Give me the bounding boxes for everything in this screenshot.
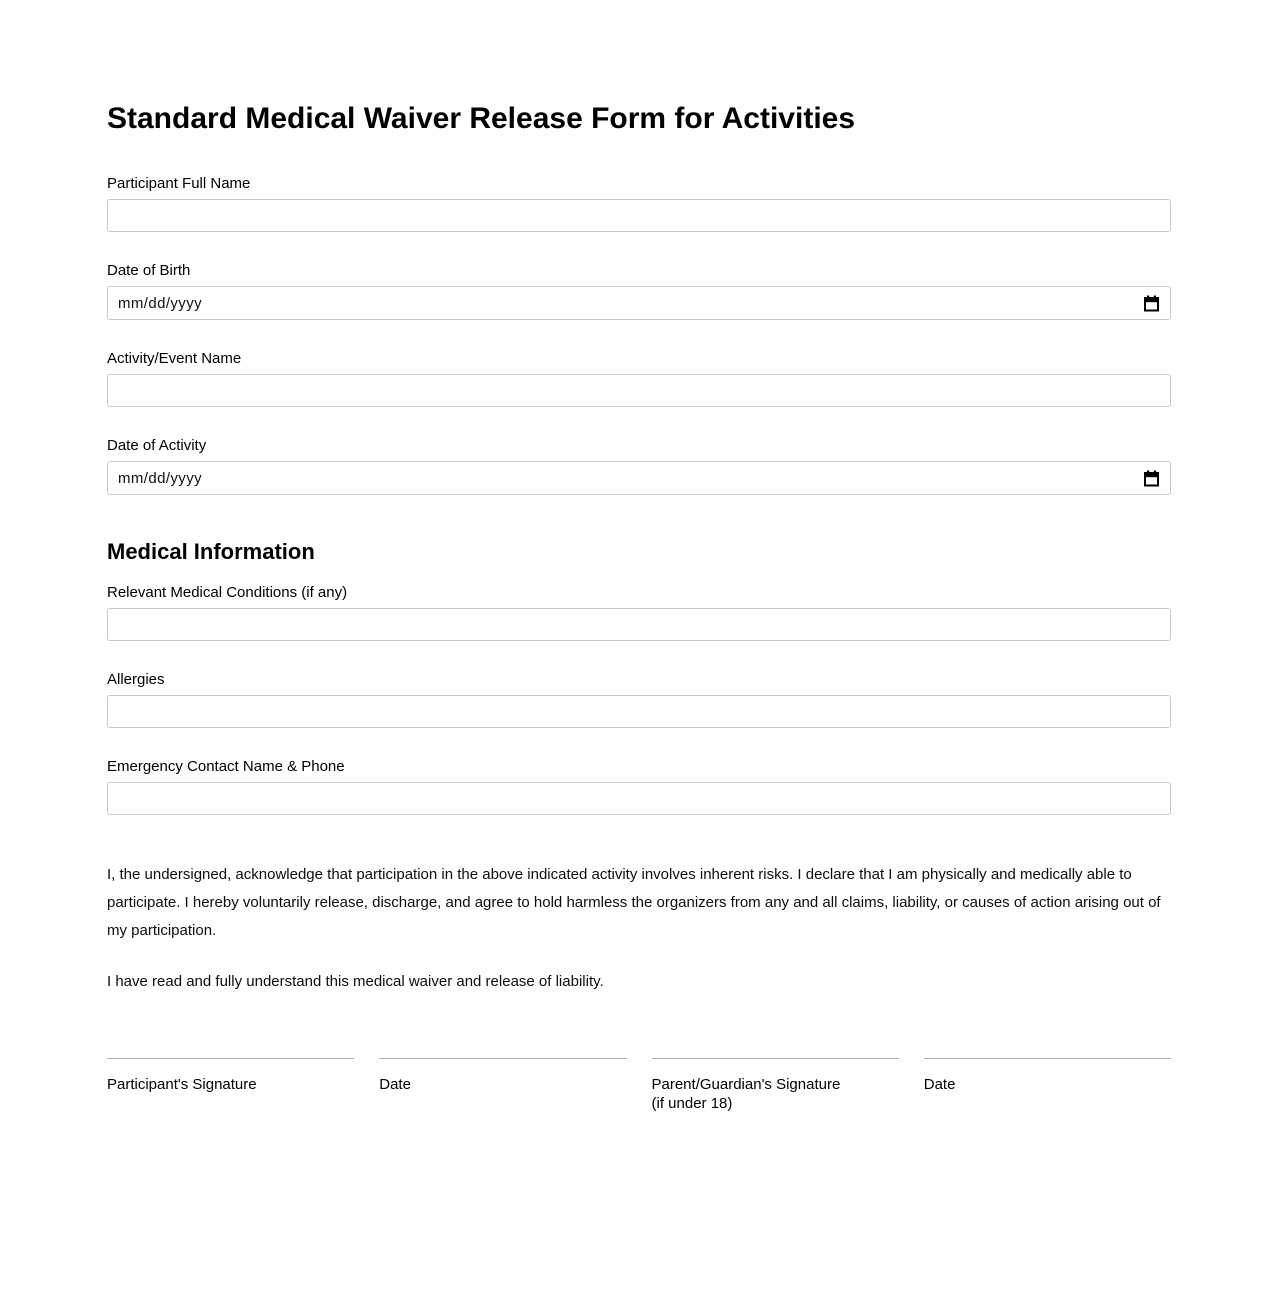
calendar-icon[interactable] (1143, 470, 1160, 487)
participant-signature-label: Participant's Signature (107, 1076, 257, 1093)
allergies-input[interactable] (107, 695, 1171, 728)
field-emergency-contact (107, 757, 1171, 815)
confirmation-paragraph: I have read and fully understand this medical waiver and release of liability. (107, 973, 604, 990)
field-date-of-birth (107, 261, 1171, 320)
date-signature-label: Date (379, 1076, 411, 1093)
signature-col-date-1 (379, 1058, 626, 1113)
date-of-activity-placeholder: mm/dd/yyyy (118, 469, 203, 487)
waiver-form-page (107, 0, 1171, 1113)
medical-conditions-label: Relevant Medical Conditions (if any) (107, 584, 348, 601)
signature-col-date-2 (924, 1058, 1171, 1113)
signature-row (107, 1058, 1171, 1113)
date-of-birth-placeholder: mm/dd/yyyy (118, 294, 203, 312)
allergies-label: Allergies (107, 671, 165, 688)
medical-information-heading: Medical Information (107, 539, 315, 564)
participant-full-name-input[interactable] (107, 199, 1171, 232)
participant-full-name-label: Participant Full Name (107, 175, 251, 192)
signature-col-participant (107, 1058, 354, 1113)
date-of-birth-input[interactable] (107, 286, 1171, 320)
activity-event-name-input[interactable] (107, 374, 1171, 407)
date-of-activity-label: Date of Activity (107, 437, 207, 454)
date-of-activity-input[interactable] (107, 461, 1171, 495)
guardian-signature-sublabel: (if under 18) (651, 1095, 733, 1112)
field-participant-full-name (107, 174, 1171, 232)
date-signature-label-2: Date (923, 1076, 956, 1093)
field-allergies (107, 670, 1171, 728)
guardian-signature-label: Parent/Guardian's Signature (651, 1076, 841, 1093)
medical-conditions-input[interactable] (107, 608, 1171, 641)
emergency-contact-input[interactable] (107, 782, 1171, 815)
page-title: Standard Medical Waiver Release Form for Activities (107, 102, 856, 135)
field-activity-event-name (107, 349, 1171, 407)
acknowledgement-paragraph: I, the undersigned, acknowledge that participation in the above indicated activity involves inherent risks. I declare that I am physically and medically able to participate. I hereby voluntarily release, discharge, and agree to hold harmless the organizers from any and all claims, liability, or causes of action arising out of my participation. (107, 866, 1161, 939)
signature-col-guardian (652, 1058, 899, 1113)
activity-event-name-label: Activity/Event Name (107, 350, 242, 367)
date-of-birth-label: Date of Birth (107, 262, 191, 279)
field-medical-conditions (107, 583, 1171, 641)
field-date-of-activity (107, 436, 1171, 495)
emergency-contact-label: Emergency Contact Name & Phone (107, 758, 345, 775)
calendar-icon[interactable] (1143, 295, 1160, 312)
